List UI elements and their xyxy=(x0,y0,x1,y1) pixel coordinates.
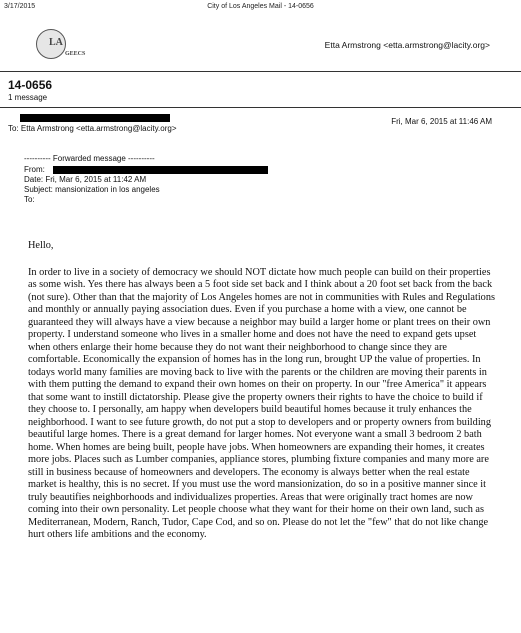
account-identity: Etta Armstrong <etta.armstrong@lacity.org> xyxy=(324,40,490,50)
redacted-forward-sender xyxy=(53,166,268,174)
la-geecs-logo xyxy=(36,26,98,62)
redacted-sender xyxy=(20,114,170,122)
forwarded-divider: ---------- Forwarded message ---------- xyxy=(24,154,155,163)
body-greeting: Hello, xyxy=(28,240,54,251)
print-date: 3/17/2015 xyxy=(4,3,36,10)
forwarded-from-label: From: xyxy=(24,165,45,174)
forwarded-date: Date: Fri, Mar 6, 2015 at 11:42 AM xyxy=(24,175,147,184)
logo-text-la: LA xyxy=(49,37,63,48)
message-body xyxy=(28,240,498,542)
thread-subject: 14-0656 xyxy=(8,78,53,92)
forwarded-subject: Subject: mansionization in los angeles xyxy=(24,185,160,194)
print-title: City of Los Angeles Mail - 14-0656 xyxy=(207,3,314,10)
thread-divider xyxy=(0,107,521,108)
body-paragraph: In order to live in a society of democracy we should NOT dictate how much people can build on their properties as some wish. Yes there has always been a 5 foot side set back and I think about a 20 foot set back from the back (not sure). Other than that the majority of Los Angeles homes are not in communities with Rules and Regulations and monthly or annually paying association dues. Even if you purchase a home with a view, one cannot be guaranteed they will always have a view because a neighbor may build a larger home or plant trees on their own property. I understand someone who lives in a smaller home and does not have the need to expand gets upset when others enlarge their home because they do not want their neighborhood to change since they are comfortable. Economically the expansion of homes has in the long run, brought UP the value of properties. In todays world many families are moving back to live with the parents or the children are moving their parents in with them putting the demand to expand their own homes on their on property. In our "free America" it appears that some want to instill dictatorship. Please give the property owners their rights to have the choice to build if they choose to. I personally, am happy when developers build beautiful homes because it truly enhances the neighborhood. I want to see future growth, do not put a stop to developers and or property owners from building beautiful large homes. There is a great demand for larger homes. Not everyone want a small 3 bedroom 2 bath home. When homes are being built, people have jobs. When homeowners are expanding their homes, it creates more jobs. Places such as Lumber companies, appliance stores, plumbing fixture companies and many more are still in business because of homeowners and developers. The economy is always better when the real estate market is healthy, this is no secret. If you must use the word mansionization, do so in a positive manner since it truly beautifies neighborhoods and individualizes properties. Areas that were originally tract homes are now coming into their own personality. Let people choose what they want for their home on their own land, such as Mediterranean, Modern, Ranch, Tudor, Cape Cod, and so on. Please do not let the "few" that do not like change hurt others life ambitions and the economy. xyxy=(28,266,495,540)
message-count: 1 message xyxy=(8,93,48,102)
logo-text-geecs: GEECS xyxy=(65,51,86,57)
forwarded-to-label: To: xyxy=(24,195,35,204)
message-date: Fri, Mar 6, 2015 at 11:46 AM xyxy=(391,117,492,126)
header-divider xyxy=(0,71,521,72)
message-recipient: To: Etta Armstrong <etta.armstrong@lacity.org> xyxy=(8,124,177,133)
